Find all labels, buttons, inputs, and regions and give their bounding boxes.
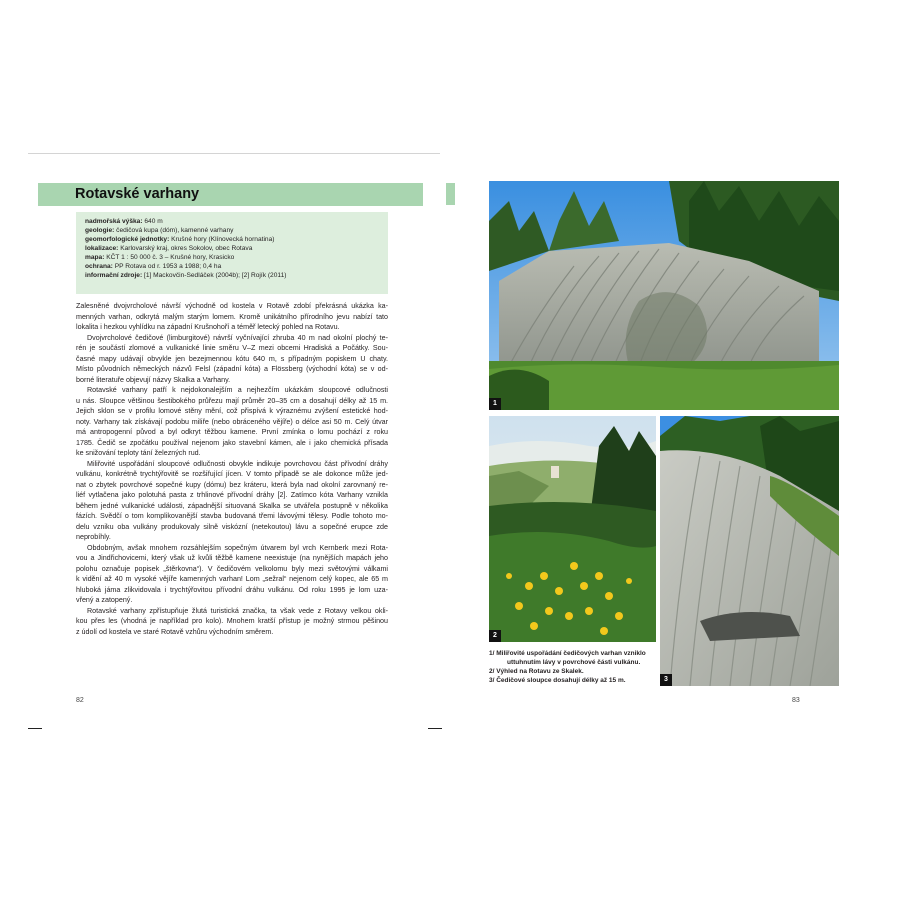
body-line: neprobíhly. <box>76 533 111 541</box>
body-line: Rotavské varhany zpřístupňuje žlutá turistická značka, ta však vede z Rotavy velkou okli- <box>87 606 388 615</box>
body-line: borné literatuře objevují názvy Skalka a Varhany. <box>76 375 231 384</box>
body-line: noty. Varhany tak získávají podobu miliře (nebo obráceného vějíře) o délce asi 50 m. Celý útvar <box>76 417 388 426</box>
body-line: Rotavské varhany patří k nejdokonalejším a nejhezčím ukázkám sloupcové odlučnosti <box>87 386 388 394</box>
body-line: polohu označuje popisek „štěrkovna“). V čedičovém velkolomu byly mezi světovými válkami <box>76 564 388 573</box>
info-row: lokalizace: Karlovarský kraj, okres Sokolov, obec Rotava <box>85 245 253 252</box>
page-number-right: 83 <box>792 697 800 704</box>
info-row: geomorfologické jednotky: Krušné hory (Klínovecká hornatina) <box>85 236 275 243</box>
page-number-left: 82 <box>76 697 84 704</box>
photo-badge: 1 <box>489 398 501 410</box>
body-line: 1785. Čedič se zpočátku používal nejenom jako stavební kámen, ale i jako chemická přísada <box>76 438 388 447</box>
body-line: kou přes les (vhodná je například pro kolo). Mnohem kratší přístup je možný strmou pěšinou <box>76 617 388 625</box>
body-line: liéf vytlačena jako polotuhá pasta z trhlinové přívodní dráhy [2]. Zatímco kóta Varhany vznikla <box>76 491 388 499</box>
photo-caption: 1/ Miliřovité uspořádání čedičových varhan vzniklo <box>489 650 646 657</box>
chapter-title-bar <box>38 183 423 206</box>
info-row: nadmořská výška: 640 m <box>85 218 163 225</box>
body-line: Miliřovité uspořádání sloupcové odlučnosti obvykle indikuje povrchovou část přívodní dráhy <box>87 459 388 468</box>
info-row: ochrana: PP Rotava od r. 1953 a 1988; 0,4 ha <box>85 263 222 270</box>
info-box <box>76 212 388 294</box>
body-line: Zalesněné dvojvrcholové návrší východně od kostela v Rotavě zdobí překrásná ukázka ka- <box>76 302 388 310</box>
section-tab-marker <box>446 183 455 205</box>
info-row: mapa: KČT 1 : 50 000 č. 3 – Krušné hory, Krasicko <box>85 254 235 261</box>
photo-caption: 3/ Čedičové sloupce dosahují délky až 15 m. <box>489 677 626 684</box>
body-line: hluboká jáma zlikvidovala i trychtýřovitou přívodní dráhu vulkánu. Od roku 1995 je lom uza- <box>76 585 388 594</box>
crop-mark <box>428 728 442 729</box>
body-line: Místo původních německých názvů Felsl (západní kóta) a Flössberg (východní kóta) se v od- <box>76 365 388 373</box>
body-line: vou a Jindřichovicemi, který však už kvůli těžbě kamene neexistuje (na nynějších mapách jeho <box>76 554 388 562</box>
header-rule <box>28 153 440 154</box>
photo-basalt-organ-wall <box>489 181 839 410</box>
body-line: vřený a zatopený. <box>76 596 133 604</box>
body-line: časné mapy udávají obvykle jen bezejmennou kótu 640 m, s případným popiskem U chaty. <box>76 354 388 363</box>
body-line: u nás. Sloupce většinou šestibokého průřezu mají průměr 20–35 cm a dosahují délky až 15 m. <box>76 396 388 405</box>
body-line: rén je součástí zlomové a vulkanické linie směru V–Z mezi obcemi Hradiská a Počátky. Sou- <box>76 344 388 352</box>
body-line: ke snižování teploty tání železných rud. <box>76 449 201 457</box>
photo-caption: 2/ Výhled na Rotavu ze Skalek. <box>489 668 584 675</box>
info-row: informační zdroje: [1] Mackovčin-Sedláček (2004b); [2] Rojík (2011) <box>85 272 287 279</box>
body-line: Jejich sklon se v profilu lomové stěny mění, což přispívá k výraznému zvýšení estetické hod- <box>76 407 388 415</box>
body-line: Dvojvrcholové čedičové (limburgitové) návrší vyčnívající zhruba 40 m nad okolní plochý te- <box>87 333 388 342</box>
body-line: vulkánu, konkrétně trychtýřovitě se rozšiřující jícen. V tomto případě se ale dokonce může jed- <box>76 470 388 478</box>
body-line: delu vzniku oba vulkány produkovaly silně viskózní (netekoutou) lávu a sopečné erupce zde <box>76 522 388 531</box>
body-line: k vidění až 40 m vysoké vějíře kamenných varhan! Lom „sežral“ nejenom celý kopec, ale 65 m <box>76 575 388 583</box>
body-line: nat o zbytek povrchové sopečné kupy (dómu) bez kráteru, která byla nad okolní zarovnaný re- <box>76 480 388 489</box>
body-line: během jedné vulkanické události, západnější situovaná Skalka se utvářela postupně v několika <box>76 501 388 510</box>
body-line: Obdobným, avšak mnohem rozsáhlejším sopečným útvarem byl vrch Kernberk mezi Rota- <box>87 543 388 552</box>
body-line: má antropogenní původ a byl odkryt těžbou kamene. První zmínka o lomu pochází z roku <box>76 428 388 436</box>
body-line: lokalita i hezkou vyhlídku na západní Krušnohoří a téměř letecký pohled na Rotavu. <box>76 323 340 331</box>
photo-view-of-rotava <box>489 416 656 642</box>
body-line: z údolí od kostela ve staré Rotavě vzhůru východním směrem. <box>76 627 274 636</box>
body-line: fázích. Svědčí o tom komplikovanější stavba budovaná třemi lávovými tělesy. Podle tohoto mo- <box>76 512 388 520</box>
info-row: geologie: čedičová kupa (dóm), kamenné varhany <box>85 227 234 234</box>
body-line: menných varhan, odkrytá malým starým lomem. Kromě unikátního přírodního jevu nabízí tato <box>76 312 388 321</box>
photo-caption: uttuhnutím lávy v povrchové části vulkánu. <box>507 659 641 666</box>
crop-mark <box>28 728 42 729</box>
chapter-title: Rotavské varhany <box>75 186 200 202</box>
photo-badge: 2 <box>489 630 501 642</box>
photo-badge: 3 <box>660 674 672 686</box>
photo-basalt-columns <box>660 416 839 686</box>
